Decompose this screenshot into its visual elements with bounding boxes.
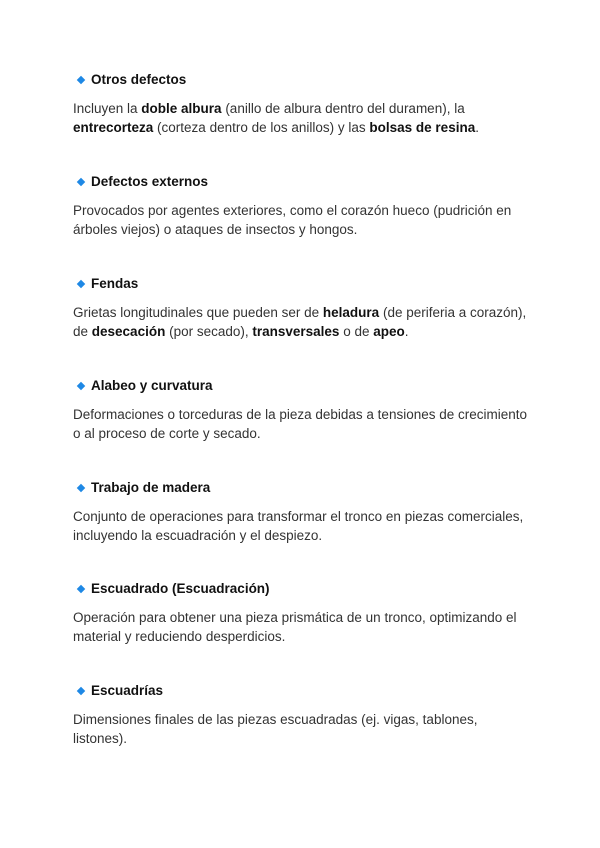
body-text-run: Incluyen la: [73, 101, 142, 116]
section-title: Escuadrado (Escuadración): [91, 581, 270, 596]
body-text-run: Dimensiones finales de las piezas escuadradas (ej. vigas, tablones, listones).: [73, 712, 478, 746]
section-heading: [73, 479, 533, 497]
body-bold-term: bolsas de resina: [369, 120, 476, 135]
body-bold-term: desecación: [91, 324, 166, 339]
body-text-run: (de periferia a corazón), de: [73, 305, 527, 339]
diamond-bullet-icon: [77, 382, 85, 390]
body-text-run: .: [404, 324, 409, 339]
section-body: [73, 608, 533, 646]
section-body: [73, 99, 533, 137]
section-body: [73, 710, 533, 748]
body-text-run: (corteza dentro de los anillos) y las: [153, 120, 370, 135]
section-title: Defectos externos: [91, 174, 209, 189]
diamond-bullet-icon: [77, 280, 85, 288]
body-text-run: Conjunto de operaciones para transformar el tronco en piezas comerciales, incluyendo la escuadración y el despiezo.: [73, 509, 524, 543]
section-defectos-externos: [73, 173, 533, 239]
section-heading: [73, 275, 533, 293]
section-heading: [73, 682, 533, 700]
section-body: [73, 507, 533, 545]
body-bold-term: transversales: [252, 324, 340, 339]
body-text-run: .: [475, 120, 479, 135]
body-bold-term: apeo: [373, 324, 405, 339]
section-title: Fendas: [91, 276, 139, 291]
body-text-run: Operación para obtener una pieza prismática de un tronco, optimizando el material y reduciendo desperdicios.: [73, 610, 517, 644]
body-text-run: o de: [339, 324, 374, 339]
section-body: [73, 405, 533, 443]
diamond-bullet-icon: [77, 484, 85, 492]
body-text-run: Grietas longitudinales que pueden ser de: [73, 305, 323, 320]
body-bold-term: entrecorteza: [73, 120, 154, 135]
section-title: Alabeo y curvatura: [91, 378, 213, 393]
body-text-run: Provocados por agentes exteriores, como el corazón hueco (pudrición en árboles viejos) o ataques de insectos y hongos.: [73, 203, 512, 237]
section-title: Trabajo de madera: [91, 480, 211, 495]
section-alabeo-curvatura: [73, 377, 533, 443]
diamond-bullet-icon: [77, 687, 85, 695]
section-heading: [73, 173, 533, 191]
diamond-bullet-icon: [77, 585, 85, 593]
section-otros-defectos: [73, 71, 533, 137]
body-bold-term: doble albura: [141, 101, 222, 116]
section-title: Otros defectos: [91, 72, 187, 87]
section-heading: [73, 71, 533, 89]
body-bold-term: heladura: [322, 305, 380, 320]
diamond-bullet-icon: [77, 178, 85, 186]
section-heading: [73, 580, 533, 598]
diamond-bullet-icon: [77, 76, 85, 84]
section-body: [73, 303, 533, 341]
section-escuadrado: [73, 580, 533, 646]
section-title: Escuadrías: [91, 683, 164, 698]
section-escuadrias: [73, 682, 533, 748]
section-body: [73, 201, 533, 239]
section-heading: [73, 377, 533, 395]
body-text-run: (anillo de albura dentro del duramen), la: [221, 101, 465, 116]
section-fendas: [73, 275, 533, 341]
body-text-run: Deformaciones o torceduras de la pieza debidas a tensiones de crecimiento o al proceso de corte y secado.: [73, 407, 528, 441]
section-trabajo-madera: [73, 479, 533, 545]
body-text-run: (por secado),: [165, 324, 253, 339]
